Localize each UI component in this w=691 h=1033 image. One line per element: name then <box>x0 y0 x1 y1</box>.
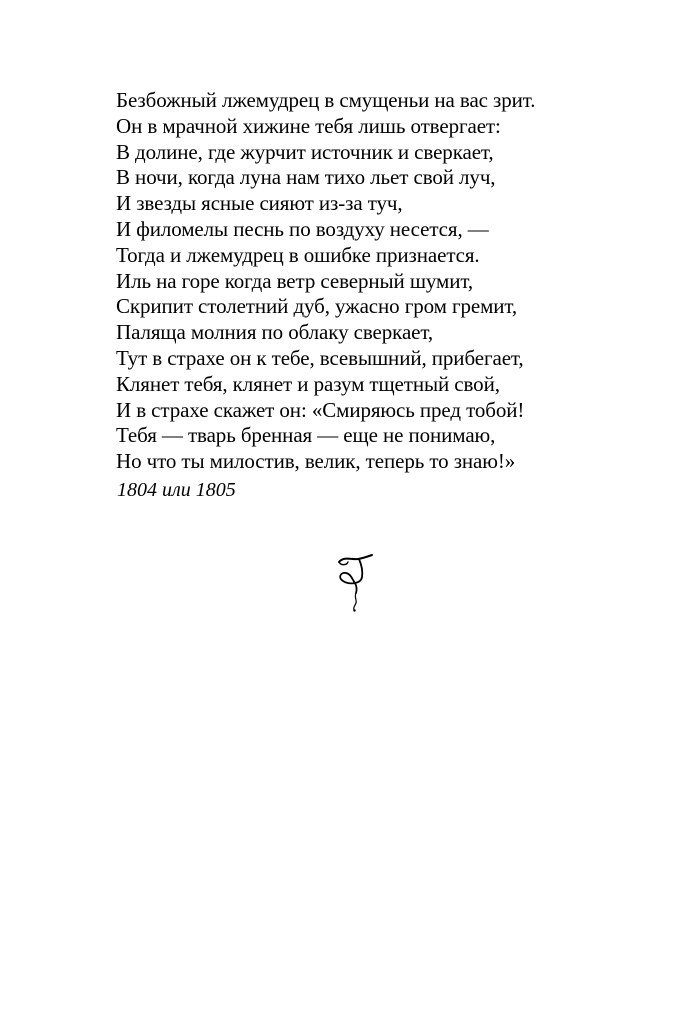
verse-line: В долине, где журчит источник и сверкает, <box>116 139 494 164</box>
poem-date: 1804 или 1805 <box>117 479 236 501</box>
verse-line: И филомелы песнь по воздуху несется, — <box>116 216 489 241</box>
verse-line: Тут в страхе он к тебе, всевышний, прибегает, <box>116 345 524 370</box>
verse-line: Тогда и лжемудрец в ошибке признается. <box>116 242 480 267</box>
verse-line: Паляща молния по облаку сверкает, <box>116 320 434 345</box>
poem-text <box>116 88 676 475</box>
verse-line: Безбожный лжемудрец в смущеньи на вас зрит. <box>116 88 536 112</box>
verse-line: Клянет тебя, клянет и разум тщетный свой, <box>116 371 500 396</box>
decorative-flourish-icon <box>335 553 375 613</box>
verse-line: В ночи, когда луна нам тихо льет свой луч, <box>116 165 496 190</box>
verse-line: Скрипит столетний дуб, ужасно гром гремит, <box>116 294 518 319</box>
verse-line: Иль на горе когда ветр северный шумит, <box>116 268 474 293</box>
verse-line: Но что ты милостив, велик, теперь то знаю!» <box>116 449 516 474</box>
verse-line: Тебя — тварь бренная — еще не понимаю, <box>116 423 496 448</box>
verse-line: Он в мрачной хижине тебя лишь отвергает: <box>116 113 501 138</box>
verse-line: И звезды ясные сияют из-за туч, <box>116 191 403 216</box>
verse-line: И в страхе скажет он: «Смиряюсь пред тобой! <box>116 397 525 422</box>
